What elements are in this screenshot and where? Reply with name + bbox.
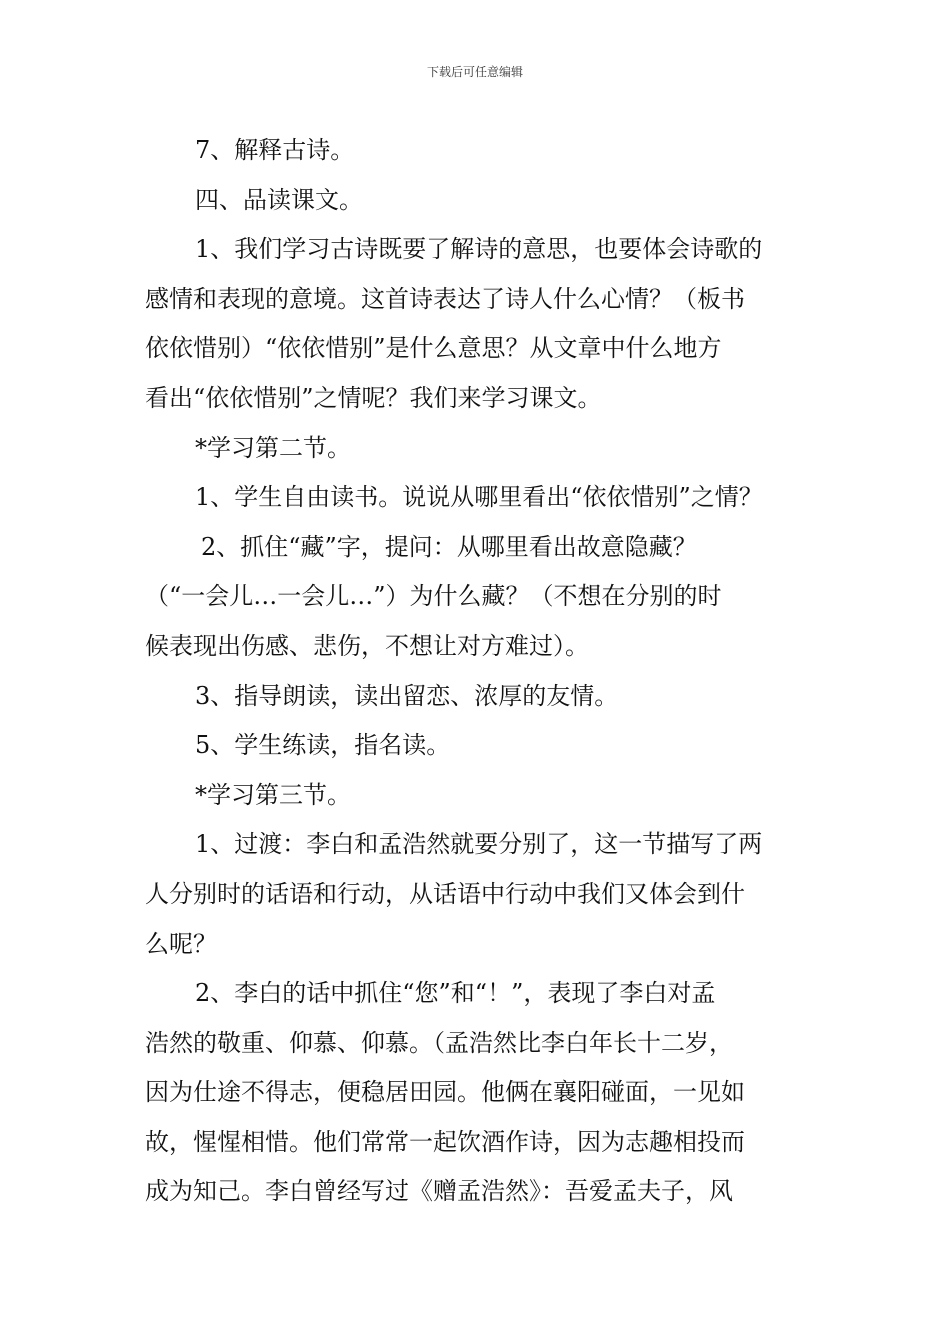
paragraph-line: 故，惺惺相惜。他们常常一起饮酒作诗，因为志趣相投而 (145, 1127, 745, 1156)
paragraph-line: 5、学生练读，指名读。 (195, 731, 451, 760)
document-body (145, 126, 817, 1217)
paragraph-line: 依依惜别）“依依惜别”是什么意思？从文章中什么地方 (145, 334, 722, 363)
paragraph-line: 1、学生自由读书。说说从哪里看出“依依惜别”之情？ (195, 483, 763, 512)
paragraph-line: 2、李白的话中抓住“您”和“！”，表现了李白对孟 (195, 979, 716, 1008)
subsection-heading: *学习第二节。 (195, 433, 351, 462)
paragraph-line: 7、解释古诗。 (195, 136, 355, 164)
paragraph-line: 2、抓住“藏”字，提问：从哪里看出故意隐藏？ (201, 532, 697, 561)
paragraph-line: 3、指导朗读，读出留恋、浓厚的友情。 (195, 681, 619, 710)
paragraph-line: 浩然的敬重、仰慕、仰慕。（孟浩然比李白年长十二岁， (145, 1028, 733, 1057)
paragraph-line: 1、过渡：李白和孟浩然就要分别了，这一节描写了两 (195, 830, 763, 859)
paragraph-line: 成为知己。李白曾经写过《赠孟浩然》：吾爱孟夫子，风 (145, 1177, 733, 1206)
paragraph-line: 感情和表现的意境。这首诗表达了诗人什么心情？（板书 (145, 284, 745, 313)
section-heading: 四、品读课文。 (195, 185, 363, 214)
paragraph-line: 么呢？ (145, 929, 217, 958)
paragraph-line: 看出“依依惜别”之情呢？我们来学习课文。 (145, 383, 602, 412)
paragraph-line: 1、我们学习古诗既要了解诗的意思，也要体会诗歌的 (195, 235, 763, 264)
paragraph-line: 人分别时的话语和行动，从话语中行动中我们又体会到什 (145, 879, 745, 908)
page-header: 下载后可任意编辑 (426, 65, 523, 79)
subsection-heading: *学习第三节。 (195, 780, 351, 809)
paragraph-line: 因为仕途不得志，便稳居田园。他俩在襄阳碰面，一见如 (145, 1078, 745, 1107)
paragraph-line: 候表现出伤感、悲伤，不想让对方难过）。 (145, 631, 589, 660)
paragraph-line: （“一会儿…一会儿…”）为什么藏？（不想在分别的时 (145, 582, 722, 611)
